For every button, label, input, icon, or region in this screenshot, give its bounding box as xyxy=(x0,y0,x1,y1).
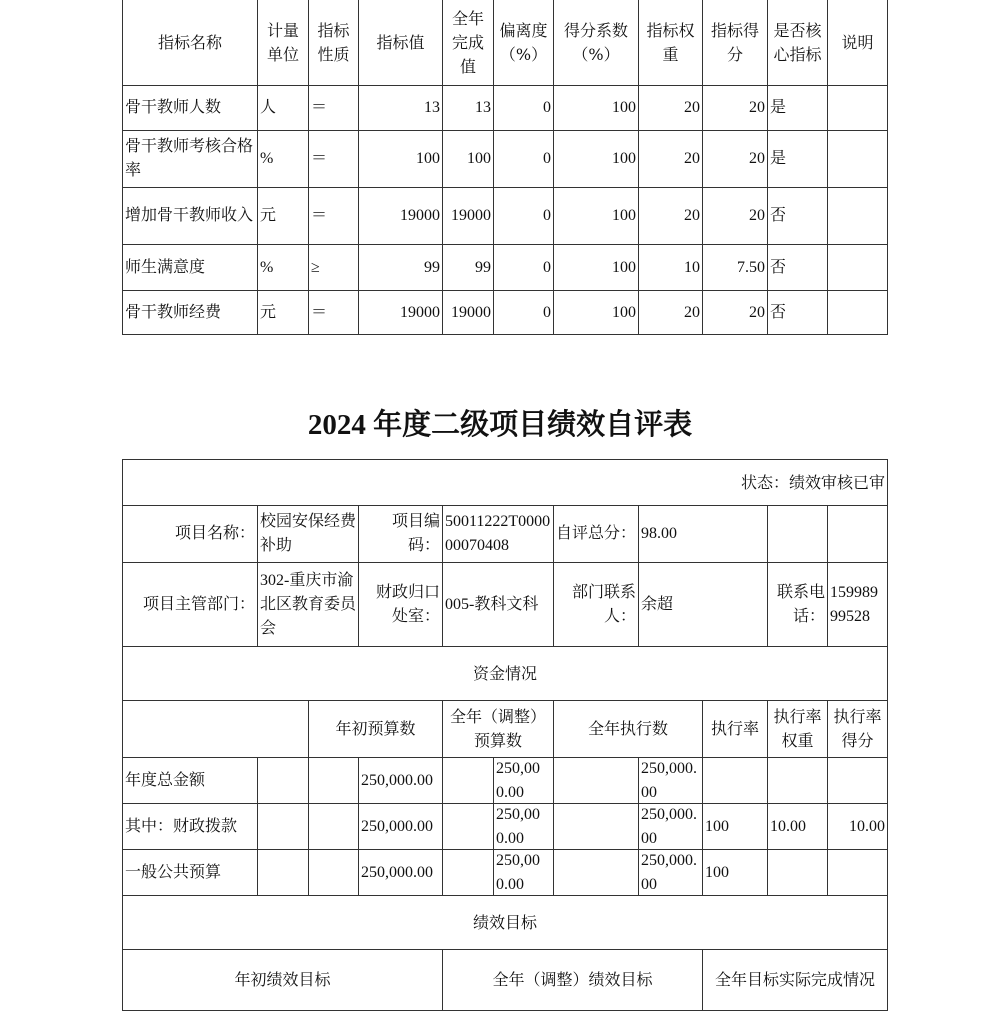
form-title: 2024 年度二级项目绩效自评表 xyxy=(307,409,693,441)
project-info-cell xyxy=(553,562,639,647)
indicator-cell xyxy=(767,130,828,188)
project-info-cell xyxy=(638,505,768,563)
indicator-cell xyxy=(553,290,639,335)
indicator-cell xyxy=(358,130,443,188)
funds-cell xyxy=(122,849,258,896)
indicator-cell-text: ＝ xyxy=(311,207,328,224)
project-info-cell xyxy=(122,562,258,647)
funds-cell-text: 250,000.00 xyxy=(496,759,540,801)
indicator-cell xyxy=(767,244,828,291)
indicator-cell-text: 20 xyxy=(684,99,700,116)
indicator-cell-text: 元 xyxy=(260,303,277,321)
funds-header xyxy=(827,700,888,758)
funds-cell xyxy=(553,757,639,804)
indicator-cell xyxy=(358,244,443,291)
indicator-header-text: 指标值 xyxy=(376,32,425,52)
funds-cell-text: 250,000.00 xyxy=(361,863,433,881)
project-info-cell-text: 项目编码： xyxy=(391,513,440,554)
indicator-cell-text: 增加骨干教师收入 xyxy=(125,207,254,224)
project-info-cell-text: 项目主管部门： xyxy=(142,595,255,613)
indicator-cell xyxy=(122,187,258,245)
funds-cell xyxy=(767,803,828,850)
indicator-cell-text: 骨干教师人数 xyxy=(125,99,222,116)
indicator-cell-text: 骨干教师考核合格率 xyxy=(125,138,254,179)
goals-header-text: 全年目标实际完成情况 xyxy=(714,970,875,989)
indicator-cell xyxy=(553,187,639,245)
funds-cell xyxy=(257,849,309,896)
indicator-cell xyxy=(257,290,309,335)
indicator-cell xyxy=(702,244,768,291)
indicator-cell xyxy=(122,290,258,335)
indicator-cell xyxy=(122,244,258,291)
indicator-cell-text: 20 xyxy=(749,303,765,321)
indicator-cell xyxy=(767,187,828,245)
indicator-cell-text: 是 xyxy=(770,150,787,167)
indicator-header-text: 说明 xyxy=(841,32,874,52)
indicator-cell-text: 13 xyxy=(475,99,491,116)
indicator-cell-text: % xyxy=(260,150,274,167)
funds-cell xyxy=(827,757,888,804)
indicator-cell-text: 是 xyxy=(770,99,787,116)
indicator-header xyxy=(493,0,554,86)
indicator-cell-text: 100 xyxy=(612,207,636,224)
indicator-cell xyxy=(553,85,639,131)
funds-cell xyxy=(493,803,554,850)
indicator-cell-text: 100 xyxy=(612,258,636,276)
indicator-cell xyxy=(827,85,888,131)
funds-cell xyxy=(257,757,309,804)
indicator-cell xyxy=(442,85,494,131)
indicator-cell-text: 19000 xyxy=(451,207,491,224)
indicator-cell-text: 7.50 xyxy=(737,258,765,276)
indicator-cell-text: 元 xyxy=(260,207,277,224)
indicator-cell xyxy=(122,130,258,188)
indicator-cell-text: 0 xyxy=(543,207,551,224)
funds-header xyxy=(553,700,703,758)
indicator-cell-text: 10 xyxy=(684,258,700,276)
project-info-cell-text: 302-重庆市渝北区教育委员会 xyxy=(260,571,357,637)
status-text-text: 状态：绩效审核已审 xyxy=(740,472,885,492)
indicator-cell xyxy=(257,244,309,291)
funds-cell xyxy=(308,803,359,850)
project-info-cell-text: 部门联系人： xyxy=(571,583,636,625)
indicator-cell xyxy=(257,130,309,188)
project-info-cell-text: 005-教科文科 xyxy=(445,595,539,613)
indicator-cell xyxy=(638,130,703,188)
project-info-cell xyxy=(358,562,443,647)
project-info-cell xyxy=(442,505,554,563)
funds-cell-text: 250,000.00 xyxy=(641,759,697,801)
funds-cell xyxy=(553,849,639,896)
indicator-cell xyxy=(638,187,703,245)
indicator-header xyxy=(702,0,768,86)
indicator-cell xyxy=(442,290,494,335)
indicator-cell xyxy=(702,290,768,335)
indicator-cell xyxy=(442,187,494,245)
indicator-header-text: 计量单位 xyxy=(266,20,299,64)
funds-header xyxy=(308,700,443,758)
funds-cell xyxy=(767,849,828,896)
indicator-cell xyxy=(767,85,828,131)
funds-cell xyxy=(358,757,443,804)
indicator-header xyxy=(767,0,828,86)
indicator-cell-text: 19000 xyxy=(400,303,440,321)
indicator-cell-text: 20 xyxy=(749,150,765,167)
funds-cell-text: 10.00 xyxy=(849,817,885,835)
funds-cell xyxy=(827,803,888,850)
indicator-cell-text: 师生满意度 xyxy=(125,258,206,276)
project-info-cell-text: 校园安保经费补助 xyxy=(260,513,357,554)
indicator-cell xyxy=(308,130,359,188)
indicator-cell xyxy=(493,85,554,131)
status-text xyxy=(122,459,888,506)
indicator-cell xyxy=(493,290,554,335)
project-info-cell xyxy=(257,505,359,563)
indicator-cell-text: 否 xyxy=(770,207,787,224)
indicator-cell-text: ＝ xyxy=(311,99,328,116)
project-info-cell-text: 15998999528 xyxy=(830,583,878,625)
funds-cell xyxy=(493,849,554,896)
indicator-cell xyxy=(702,85,768,131)
indicator-cell xyxy=(257,187,309,245)
funds-cell xyxy=(308,757,359,804)
indicator-cell-text: 19000 xyxy=(451,303,491,321)
indicator-cell-text: ＝ xyxy=(311,303,328,321)
indicator-cell xyxy=(767,290,828,335)
funds-header-text: 全年执行数 xyxy=(587,719,668,738)
indicator-header xyxy=(827,0,888,86)
indicator-cell-text: 骨干教师经费 xyxy=(125,303,222,321)
indicator-cell-text: 20 xyxy=(749,207,765,224)
indicator-cell-text: 99 xyxy=(424,258,440,276)
funds-cell xyxy=(122,803,258,850)
indicator-header xyxy=(308,0,359,86)
indicator-cell xyxy=(493,187,554,245)
project-info-cell xyxy=(442,562,554,647)
funds-cell-text: 250,000.00 xyxy=(641,851,697,893)
indicator-cell-text: 20 xyxy=(684,303,700,321)
funds-cell-text: 250,000.00 xyxy=(361,817,433,835)
indicator-header xyxy=(122,0,258,86)
indicator-header-text: 指标得分 xyxy=(710,20,759,64)
indicator-cell xyxy=(358,187,443,245)
funds-cell-text: 年度总金额 xyxy=(125,771,206,789)
section-goals xyxy=(122,895,888,950)
indicator-cell xyxy=(553,244,639,291)
funds-header-text: 执行率得分 xyxy=(833,707,882,750)
indicator-cell xyxy=(358,85,443,131)
indicator-cell xyxy=(308,290,359,335)
indicator-cell xyxy=(827,290,888,335)
indicator-cell xyxy=(702,130,768,188)
indicator-cell-text: 100 xyxy=(612,99,636,116)
funds-cell xyxy=(553,803,639,850)
indicator-cell xyxy=(553,130,639,188)
funds-cell xyxy=(638,803,703,850)
indicator-header xyxy=(638,0,703,86)
indicator-cell xyxy=(638,290,703,335)
indicator-header-text: 指标权重 xyxy=(646,20,695,64)
project-info-cell xyxy=(827,562,888,647)
funds-cell xyxy=(257,803,309,850)
indicator-cell-text: 否 xyxy=(770,258,787,276)
indicator-cell-text: 19000 xyxy=(400,207,440,224)
project-info-cell-text: 50011222T000000070408 xyxy=(445,513,551,554)
indicator-header xyxy=(553,0,639,86)
indicator-cell xyxy=(308,85,359,131)
indicator-header-text: 指标名称 xyxy=(157,32,222,52)
indicator-cell-text: 0 xyxy=(543,303,551,321)
funds-cell-text: 250,000.00 xyxy=(496,805,540,847)
section-funds xyxy=(122,646,888,701)
indicator-cell xyxy=(308,187,359,245)
indicator-cell xyxy=(827,130,888,188)
funds-cell xyxy=(442,803,494,850)
funds-cell xyxy=(702,757,768,804)
indicator-cell-text: 人 xyxy=(260,99,277,116)
indicator-cell-text: 0 xyxy=(543,150,551,167)
funds-cell-text: 100 xyxy=(705,863,729,881)
indicator-cell-text: ≥ xyxy=(311,258,320,276)
project-info-cell xyxy=(553,505,639,563)
indicator-cell xyxy=(122,85,258,131)
indicator-header-text: 得分系数（%） xyxy=(563,20,628,64)
indicator-cell-text: ＝ xyxy=(311,150,328,167)
indicator-header-text: 指标性质 xyxy=(317,20,350,64)
indicator-cell-text: 0 xyxy=(543,258,551,276)
funds-cell xyxy=(767,757,828,804)
funds-cell-text: 250,000.00 xyxy=(641,805,697,847)
funds-header-text: 年初预算数 xyxy=(335,719,416,738)
indicator-cell xyxy=(638,244,703,291)
indicator-header xyxy=(358,0,443,86)
indicator-cell xyxy=(638,85,703,131)
project-info-cell xyxy=(122,505,258,563)
indicator-cell xyxy=(257,85,309,131)
indicator-cell-text: 100 xyxy=(612,150,636,167)
project-info-cell-text: 余超 xyxy=(641,595,674,613)
funds-cell-text: 10.00 xyxy=(770,817,806,835)
project-info-cell-text: 财政归口处室： xyxy=(375,583,440,625)
indicator-header-text: 偏离度（%） xyxy=(499,20,548,64)
indicator-cell-text: 20 xyxy=(749,99,765,116)
funds-cell xyxy=(638,849,703,896)
project-info-cell-text: 98.00 xyxy=(641,525,677,542)
project-info-cell-text: 项目名称： xyxy=(174,525,255,542)
project-info-cell xyxy=(638,562,768,647)
funds-cell-text: 250,000.00 xyxy=(496,851,540,893)
project-info-cell-text: 联系电话： xyxy=(776,583,825,625)
indicator-cell-text: 否 xyxy=(770,303,787,321)
funds-cell xyxy=(702,849,768,896)
indicator-cell-text: 20 xyxy=(684,207,700,224)
indicator-cell xyxy=(827,244,888,291)
section-funds-text: 资金情况 xyxy=(472,663,537,683)
funds-cell xyxy=(493,757,554,804)
indicator-cell-text: 0 xyxy=(543,99,551,116)
project-info-cell xyxy=(358,505,443,563)
funds-header-text: 执行率 xyxy=(710,719,759,738)
funds-cell-text: 一般公共预算 xyxy=(125,863,222,881)
section-goals-text: 绩效目标 xyxy=(472,912,537,932)
indicator-cell xyxy=(493,130,554,188)
funds-header-text: 执行率权重 xyxy=(773,707,822,750)
indicator-cell xyxy=(827,187,888,245)
funds-cell xyxy=(827,849,888,896)
indicator-cell xyxy=(493,244,554,291)
funds-cell-text: 100 xyxy=(705,817,729,835)
funds-cell xyxy=(442,757,494,804)
funds-cell-text: 250,000.00 xyxy=(361,771,433,789)
project-info-cell xyxy=(767,505,828,563)
funds-cell xyxy=(308,849,359,896)
indicator-cell xyxy=(442,130,494,188)
funds-header xyxy=(767,700,828,758)
indicator-cell-text: 100 xyxy=(612,303,636,321)
funds-header xyxy=(122,700,309,758)
indicator-cell-text: 100 xyxy=(467,150,491,167)
indicator-cell xyxy=(702,187,768,245)
goals-header xyxy=(702,949,888,1011)
funds-cell xyxy=(358,849,443,896)
indicator-cell-text: % xyxy=(260,258,274,276)
funds-header xyxy=(702,700,768,758)
project-info-cell-text: 自评总分： xyxy=(556,525,637,542)
funds-cell xyxy=(122,757,258,804)
goals-header-text: 全年（调整）绩效目标 xyxy=(492,970,653,989)
funds-header xyxy=(442,700,554,758)
indicator-cell-text: 100 xyxy=(416,150,440,167)
indicator-cell xyxy=(442,244,494,291)
funds-cell xyxy=(638,757,703,804)
project-info-cell xyxy=(827,505,888,563)
indicator-header-text: 是否核心指标 xyxy=(773,20,822,64)
indicator-cell xyxy=(358,290,443,335)
goals-header xyxy=(442,949,703,1011)
funds-cell xyxy=(442,849,494,896)
indicator-header xyxy=(257,0,309,86)
indicator-cell xyxy=(308,244,359,291)
funds-header-text: 全年（调整）预算数 xyxy=(449,707,546,750)
indicator-header xyxy=(442,0,494,86)
indicator-cell-text: 99 xyxy=(475,258,491,276)
project-info-cell xyxy=(767,562,828,647)
goals-header xyxy=(122,949,443,1011)
funds-cell-text: 其中：财政拨款 xyxy=(125,817,238,835)
indicator-cell-text: 13 xyxy=(424,99,440,116)
goals-header-text: 年初绩效目标 xyxy=(234,970,331,989)
project-info-cell xyxy=(257,562,359,647)
funds-cell xyxy=(702,803,768,850)
indicator-header-text: 全年完成值 xyxy=(451,8,484,76)
indicator-cell-text: 20 xyxy=(684,150,700,167)
funds-cell xyxy=(358,803,443,850)
